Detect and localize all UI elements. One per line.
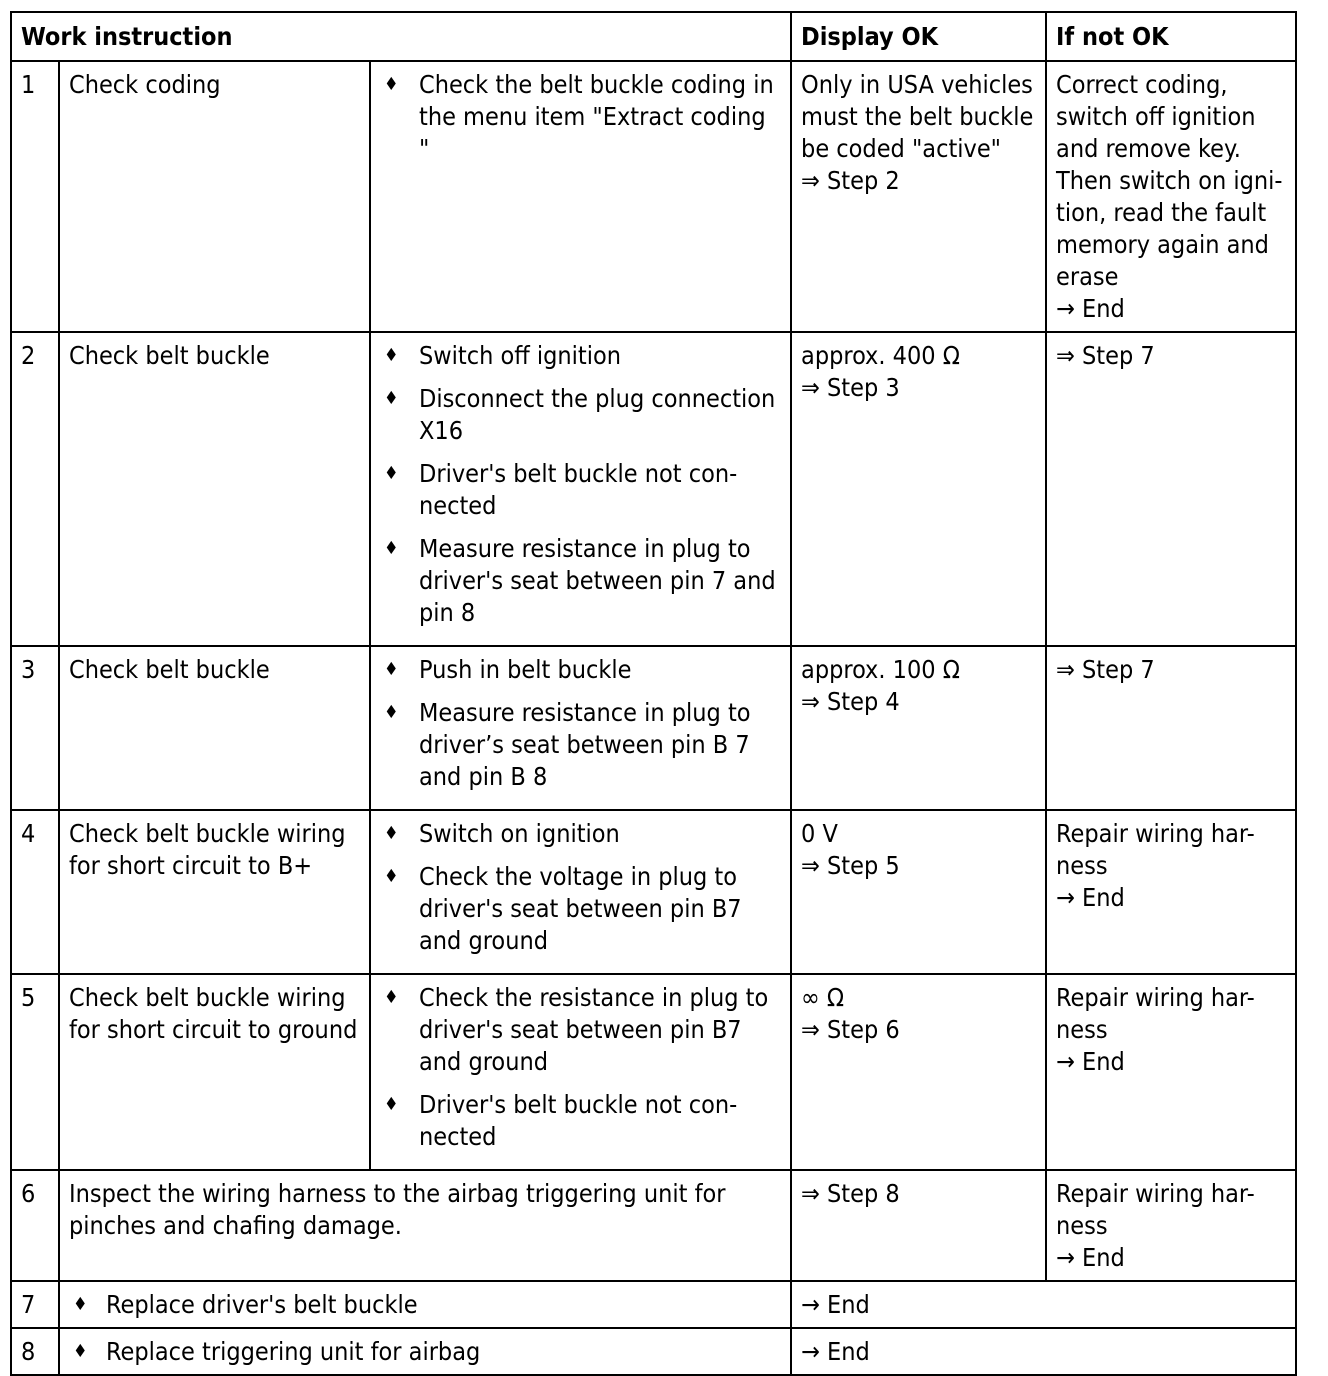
- step-row-6: [11, 1170, 1296, 1281]
- action-item: [69, 1336, 781, 1368]
- action-text: Check the resistance in plug to driver's seat between pin B7 and ground: [419, 983, 769, 1076]
- action-text: Replace triggering unit for airbag: [106, 1337, 481, 1366]
- step-task: Check belt buckle: [59, 332, 370, 646]
- bullet-diamond-icon: ♦: [384, 866, 399, 887]
- display-ok-text: approx. 400 Ω ⇒ Step 3: [801, 341, 960, 402]
- if-not-ok-text: ⇒ Step 7: [1056, 655, 1155, 684]
- if-not-ok-cell: [1046, 810, 1296, 974]
- result-cell: → End: [791, 1281, 1296, 1328]
- bullet-diamond-icon: ♦: [384, 538, 399, 559]
- step-actions-cell: [370, 646, 791, 810]
- bullet-diamond-icon: ♦: [384, 74, 399, 95]
- action-item: [380, 861, 781, 957]
- action-item: [380, 1089, 781, 1153]
- step-number: 7: [11, 1281, 59, 1328]
- step-task: Inspect the wiring harness to the airbag triggering unit for pinches and chafing damage.: [59, 1170, 791, 1281]
- step-row-1: [11, 61, 1296, 332]
- if-not-ok-cell: [1046, 61, 1296, 332]
- step-task: Check belt buckle wiring for short circuit to B+: [59, 810, 370, 974]
- step-row-3: [11, 646, 1296, 810]
- step-row-5: [11, 974, 1296, 1170]
- display-ok-cell: [791, 61, 1046, 332]
- display-ok-text: ⇒ Step 8: [801, 1179, 900, 1208]
- step-row-7: [11, 1281, 1296, 1328]
- work-instruction-table: [10, 11, 1297, 1376]
- step-number: 4: [11, 810, 59, 974]
- header-row: [11, 12, 1296, 61]
- step-action-cell: [59, 1281, 791, 1328]
- if-not-ok-cell: [1046, 332, 1296, 646]
- step-actions-cell: [370, 810, 791, 974]
- action-text: Push in belt buckle: [419, 655, 632, 684]
- action-item: [380, 982, 781, 1078]
- step-number: 6: [11, 1170, 59, 1281]
- action-text: Replace driver's belt buckle: [106, 1290, 418, 1319]
- bullet-diamond-icon: ♦: [73, 1341, 88, 1362]
- display-ok-cell: [791, 974, 1046, 1170]
- if-not-ok-text: ⇒ Step 7: [1056, 341, 1155, 370]
- step-number: 3: [11, 646, 59, 810]
- action-item: [380, 340, 781, 372]
- action-item: [380, 69, 781, 165]
- action-text: Check the belt buckle coding in the menu item "Extract coding ": [419, 70, 774, 163]
- bullet-diamond-icon: ♦: [384, 1094, 399, 1115]
- action-item: [69, 1289, 781, 1321]
- step-row-4: [11, 810, 1296, 974]
- if-not-ok-text: Correct coding, switch off ignition and remove key. Then switch on igni- tion, read the fault memory again and erase → End: [1056, 70, 1283, 323]
- step-number: 8: [11, 1328, 59, 1375]
- step-row-8: [11, 1328, 1296, 1375]
- step-task: Check belt buckle wiring for short circuit to ground: [59, 974, 370, 1170]
- action-text: Switch off ignition: [419, 341, 622, 370]
- bullet-diamond-icon: ♦: [384, 823, 399, 844]
- action-item: [380, 458, 781, 522]
- bullet-diamond-icon: ♦: [384, 463, 399, 484]
- action-item: [380, 383, 781, 447]
- action-text: Driver's belt buckle not con- nected: [419, 459, 738, 520]
- header-work-instruction: Work instruction: [11, 12, 791, 61]
- action-item: [380, 697, 781, 793]
- display-ok-text: ∞ Ω ⇒ Step 6: [801, 983, 900, 1044]
- bullet-diamond-icon: ♦: [384, 388, 399, 409]
- action-item: [380, 533, 781, 629]
- bullet-diamond-icon: ♦: [384, 659, 399, 680]
- bullet-diamond-icon: ♦: [73, 1294, 88, 1315]
- if-not-ok-cell: [1046, 646, 1296, 810]
- display-ok-cell: [791, 332, 1046, 646]
- step-actions-cell: [370, 974, 791, 1170]
- if-not-ok-text: Repair wiring har- ness → End: [1056, 983, 1255, 1076]
- action-text: Switch on ignition: [419, 819, 620, 848]
- step-number: 2: [11, 332, 59, 646]
- step-task: Check coding: [59, 61, 370, 332]
- step-row-2: [11, 332, 1296, 646]
- if-not-ok-cell: [1046, 1170, 1296, 1281]
- display-ok-text: approx. 100 Ω ⇒ Step 4: [801, 655, 960, 716]
- action-text: Check the voltage in plug to driver's seat between pin B7 and ground: [419, 862, 742, 955]
- if-not-ok-text: Repair wiring har- ness → End: [1056, 819, 1255, 912]
- step-actions-cell: [370, 61, 791, 332]
- action-item: [380, 654, 781, 686]
- step-number: 5: [11, 974, 59, 1170]
- action-item: [380, 818, 781, 850]
- action-text: Measure resistance in plug to driver’s seat between pin B 7 and pin B 8: [419, 698, 751, 791]
- step-actions-cell: [370, 332, 791, 646]
- bullet-diamond-icon: ♦: [384, 987, 399, 1008]
- bullet-diamond-icon: ♦: [384, 702, 399, 723]
- display-ok-cell: [791, 646, 1046, 810]
- result-cell: → End: [791, 1328, 1296, 1375]
- display-ok-text: 0 V ⇒ Step 5: [801, 819, 900, 880]
- action-text: Driver's belt buckle not con- nected: [419, 1090, 738, 1151]
- display-ok-cell: [791, 810, 1046, 974]
- header-display-ok: Display OK: [791, 12, 1046, 61]
- action-text: Disconnect the plug connection X16: [419, 384, 776, 445]
- step-task: Check belt buckle: [59, 646, 370, 810]
- step-action-cell: [59, 1328, 791, 1375]
- bullet-diamond-icon: ♦: [384, 345, 399, 366]
- display-ok-text: Only in USA vehicles must the belt buckle be coded "active" ⇒ Step 2: [801, 70, 1034, 195]
- header-if-not-ok: If not OK: [1046, 12, 1296, 61]
- if-not-ok-cell: [1046, 974, 1296, 1170]
- action-text: Measure resistance in plug to driver's seat between pin 7 and pin 8: [419, 534, 776, 627]
- display-ok-cell: [791, 1170, 1046, 1281]
- step-number: 1: [11, 61, 59, 332]
- if-not-ok-text: Repair wiring har- ness → End: [1056, 1179, 1255, 1272]
